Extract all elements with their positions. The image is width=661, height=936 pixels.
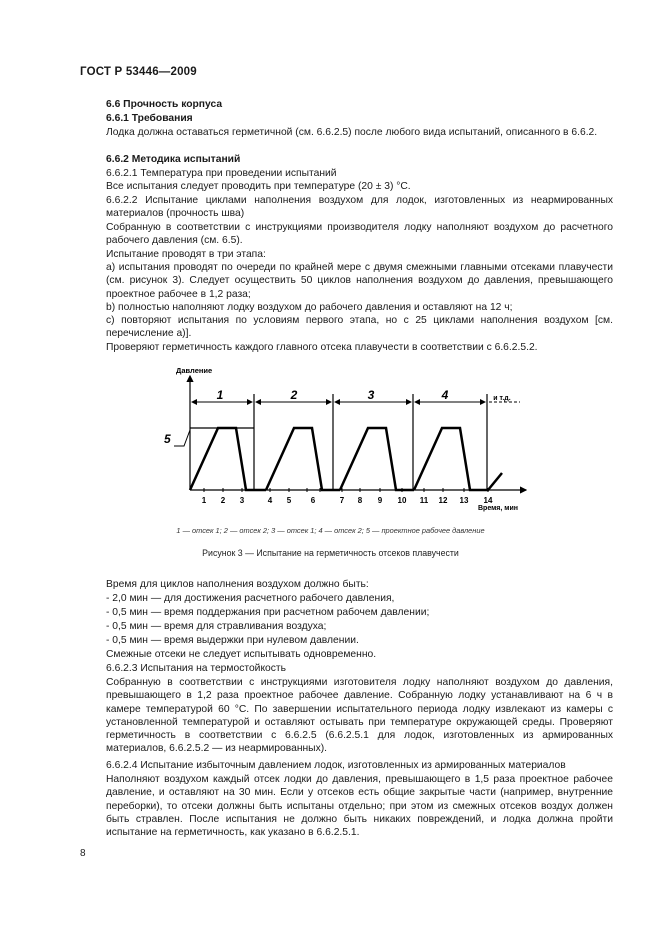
document-header: ГОСТ Р 53446—2009 [80, 66, 197, 78]
paragraph-temperature: Все испытания следует проводить при температуре (20 ± 3) °С. [106, 181, 411, 192]
paragraph-check: Проверяют герметичность каждого главного отсека плавучести в соответствии с 6.6.2.5.2. [106, 342, 538, 353]
stage-label: и т.д. [493, 395, 511, 402]
tick-label: 8 [357, 496, 363, 505]
section-6-6-2-heading: 6.6.2 Методика испытаний [106, 154, 241, 165]
tick-label: 1 [201, 496, 207, 505]
tick-label: 11 [419, 496, 429, 505]
tick-label: 5 [286, 496, 292, 505]
tick-label: 10 [397, 496, 407, 505]
pressure-marker: 5 [164, 432, 171, 446]
list-item-time: - 0,5 мин — время поддержания при расчетном рабочем давлении; [106, 607, 430, 618]
stage-label: 2 [290, 388, 298, 402]
paragraph-cycle-times: Время для циклов наполнения воздухом должно быть: [106, 579, 369, 590]
paragraph-adjacent: Смежные отсеки не следует испытывать одновременно. [106, 649, 377, 660]
paragraph-overpressure: Наполняют воздухом каждый отсек лодки до давления, превышающего в 1,5 раза проектное рабочее давление, и оставляют на 30 мин. Если у отсеков есть общие закрытые части (например, внутренние переборки), то отсеки должны быть испытаны отдельно; при этом из смежных отсеков воздух должен быть стравлен. После испытания не должно быть никаких повреждений, и лодка должна пройти испытание на герметичность, как указано в 6.6.2.5.1. [106, 774, 613, 839]
tick-label: 13 [459, 496, 469, 505]
x-axis-label: Время, мин [478, 505, 518, 512]
stage-label: 4 [441, 388, 449, 402]
list-item-c: c) повторяют испытания по условиям первого этапа, но с 25 циклами наполнения воздухом [см. перечисление a)]. [106, 315, 613, 340]
stage-label: 3 [367, 388, 375, 402]
figure-3-diagram [160, 360, 540, 520]
paragraph-three-stages: Испытание проводят в три этапа: [106, 249, 266, 260]
paragraph-requirements: Лодка должна оставаться герметичной (см. 6.6.2.5) после любого вида испытаний, описанного в 6.6.2. [106, 127, 598, 138]
figure-caption: Рисунок 3 — Испытание на герметичность отсеков плавучести [202, 548, 459, 558]
cycle-3 [340, 428, 414, 490]
tick-label: 6 [310, 496, 316, 505]
tick-label: 14 [483, 496, 493, 505]
tick-label: 4 [267, 496, 273, 505]
section-6-6-heading: 6.6 Прочность корпуса [106, 99, 223, 110]
list-item-time: - 0,5 мин — время для стравливания воздуха; [106, 621, 327, 632]
stage-label: 1 [216, 388, 224, 402]
section-6-6-1-heading: 6.6.1 Требования [106, 113, 193, 124]
tick-label: 9 [377, 496, 383, 505]
section-6-6-2-2-heading: 6.6.2.2 Испытание циклами наполнения воздухом для лодок, изготовленных из неармированных материалов (прочность шва) [106, 195, 613, 220]
paragraph-inflate: Собранную в соответствии с инструкциями производителя лодку наполняют воздухом до расчетного рабочего давления (см. 6.5). [106, 222, 613, 247]
cycle-4 [414, 428, 502, 490]
list-item-a: a) испытания проводят по очереди по крайней мере с двумя смежными главными отсеками плавучести (см. рисунок 3). Следует осуществить 50 циклов наполнения воздухом до давления, превышающего проектное рабочее в 1,2 раза; [106, 262, 613, 300]
list-item-b: b) полностью наполняют лодку воздухом до рабочего давления и оставляют на 12 ч; [106, 302, 513, 313]
list-item-time: - 2,0 мин — для достижения расчетного рабочего давления, [106, 593, 395, 604]
y-axis-label: Давление [176, 366, 213, 375]
section-6-6-2-3-heading: 6.6.2.3 Испытания на термостойкость [106, 663, 287, 674]
cycle-1 [190, 428, 266, 490]
section-6-6-2-4-heading: 6.6.2.4 Испытание избыточным давлением лодок, изготовленных из армированных материалов [106, 760, 566, 771]
tick-label: 7 [339, 496, 345, 505]
paragraph-heat-test: Собранную в соответствии с инструкциями изготовителя лодку наполняют воздухом до давления, превышающего в 1,2 раза проектное рабочее давление. Собранную лодку устанавливают на 6 ч в камере температурой 60 °С. По завершении испытательного периода лодку извлекают из камеры с установленной температурой и оставляют остывать при температуре окружающей среды. Проверяют герметичность в соответствии с 6.6.2.5 (6.6.2.5.1 для лодок, изготовленных из армированных материалов, 6.6.2.5.2 — из неармированных). [106, 677, 613, 755]
page-number: 8 [80, 848, 86, 859]
tick-label: 2 [220, 496, 226, 505]
section-6-6-2-1-heading: 6.6.2.1 Температура при проведении испытаний [106, 168, 337, 179]
cycle-2 [266, 428, 340, 490]
tick-label: 12 [438, 496, 448, 505]
figure-legend: 1 — отсек 1; 2 — отсек 2; 3 — отсек 1; 4 — отсек 2; 5 — проектное рабочее давление [176, 526, 485, 535]
tick-label: 3 [239, 496, 245, 505]
list-item-time: - 0,5 мин — время выдержки при нулевом давлении. [106, 635, 359, 646]
